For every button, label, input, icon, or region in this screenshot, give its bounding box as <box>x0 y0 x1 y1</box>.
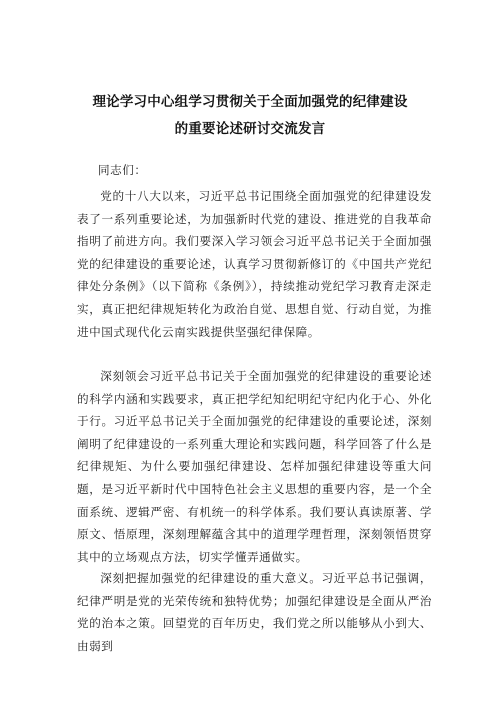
paragraph-1-block <box>77 185 432 343</box>
paragraph-3: 深刻把握加强党的纪律建设的重大意义。习近平总书记强调，纪律严明是党的光荣传统和独特优势；加强纪律建设是全面从严治党的治本之策。回望党的百年历史，我们党之所以能够从小到大、由弱到 <box>77 571 432 653</box>
paragraph-2-block <box>77 365 432 568</box>
paragraph-1: 党的十八大以来，习近平总书记围绕全面加强党的纪律建设发表了一系列重要论述，为加强新时代党的建设、推进党的自我革命指明了前进方向。我们要深入学习领会习近平总书记关于全面加强党的纪律建设的重要论述，认真学习贯彻新修订的《中国共产党纪律处分条例》（以下简称《条例》），持续推动党纪学习教育走深走实，真正把纪律规矩转化为政治自觉、思想自觉、行动自觉，为推进中国式现代化云南实践提供坚强纪律保障。 <box>77 189 432 339</box>
document-title-line-2: 的重要论述研讨交流发言 <box>174 121 326 137</box>
paragraph-3-block <box>77 567 432 657</box>
salutation: 同志们： <box>98 163 147 177</box>
paragraph-2: 深刻领会习近平总书记关于全面加强党的纪律建设的重要论述的科学内涵和实践要求，真正把学纪知纪明纪守纪内化于心、外化于行。习近平总书记关于全面加强党的纪律建设的重要论述，深刻阐明了纪律建设的一系列重大理论和实践问题，科学回答了什么是纪律规矩、为什么要加强纪律建设、怎样加强纪律建设等重大问题，是习近平新时代中国特色社会主义思想的重要内容，是一个全面系统、逻辑严密、有机统一的科学体系。我们要认真读原著、学原文、悟原理，深刻理解蕴含其中的道理学理哲理，深刻领悟贯穿其中的立场观点方法，切实学懂弄通做实。 <box>77 369 432 564</box>
document-title-line-1: 理论学习中心组学习贯彻关于全面加强党的纪律建设 <box>92 94 408 110</box>
